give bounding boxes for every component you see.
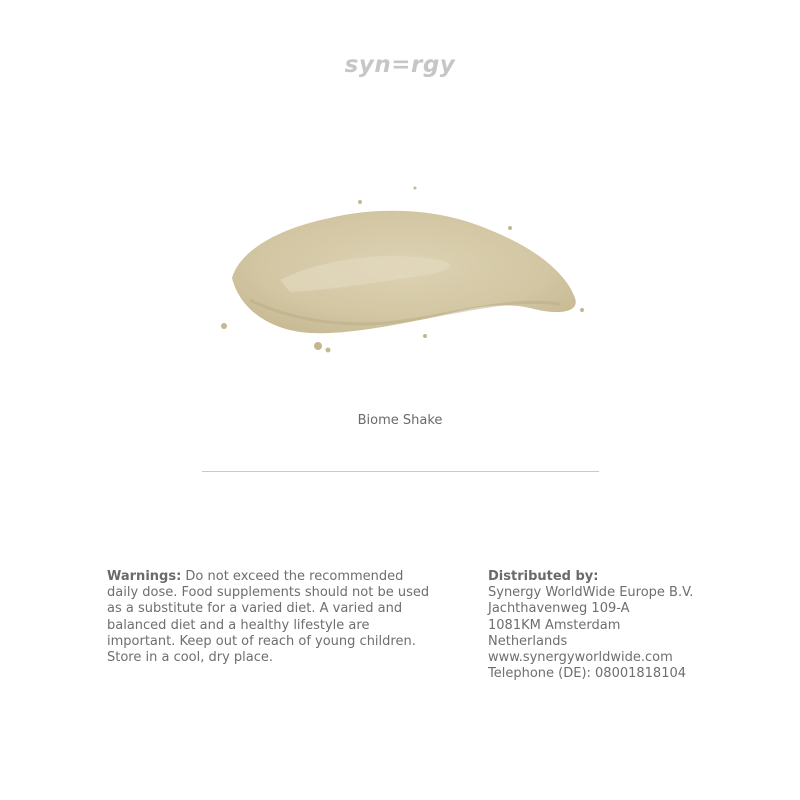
divider-line [202,471,599,472]
distributor-block [488,569,778,682]
distributor-street: Jachthavenweg 109-A [488,601,630,617]
distributor-country: Netherlands [488,633,568,649]
powder-swatch-image [210,180,590,360]
warnings-text [107,569,437,666]
warnings-body: Do not exceed the recommended daily dose. Food supplements should not be used as a substitute for a varied diet. A varied and balanced diet and a healthy lifestyle are important. Keep out of reach of young children. Store in a cool, dry place. [107,569,430,666]
distributor-company: Synergy WorldWide Europe B.V. [488,585,694,601]
synergy-logo: syn=rgy [344,52,456,78]
distributor-telephone: Telephone (DE): 08001818104 [488,666,687,682]
distributor-city: 1081KM Amsterdam [488,617,621,633]
product-name: Biome Shake [357,413,443,428]
distributor-website: www.synergyworldwide.com [488,650,673,666]
distributor-label: Distributed by: [488,569,599,584]
warnings-label: Warnings: [107,569,182,584]
